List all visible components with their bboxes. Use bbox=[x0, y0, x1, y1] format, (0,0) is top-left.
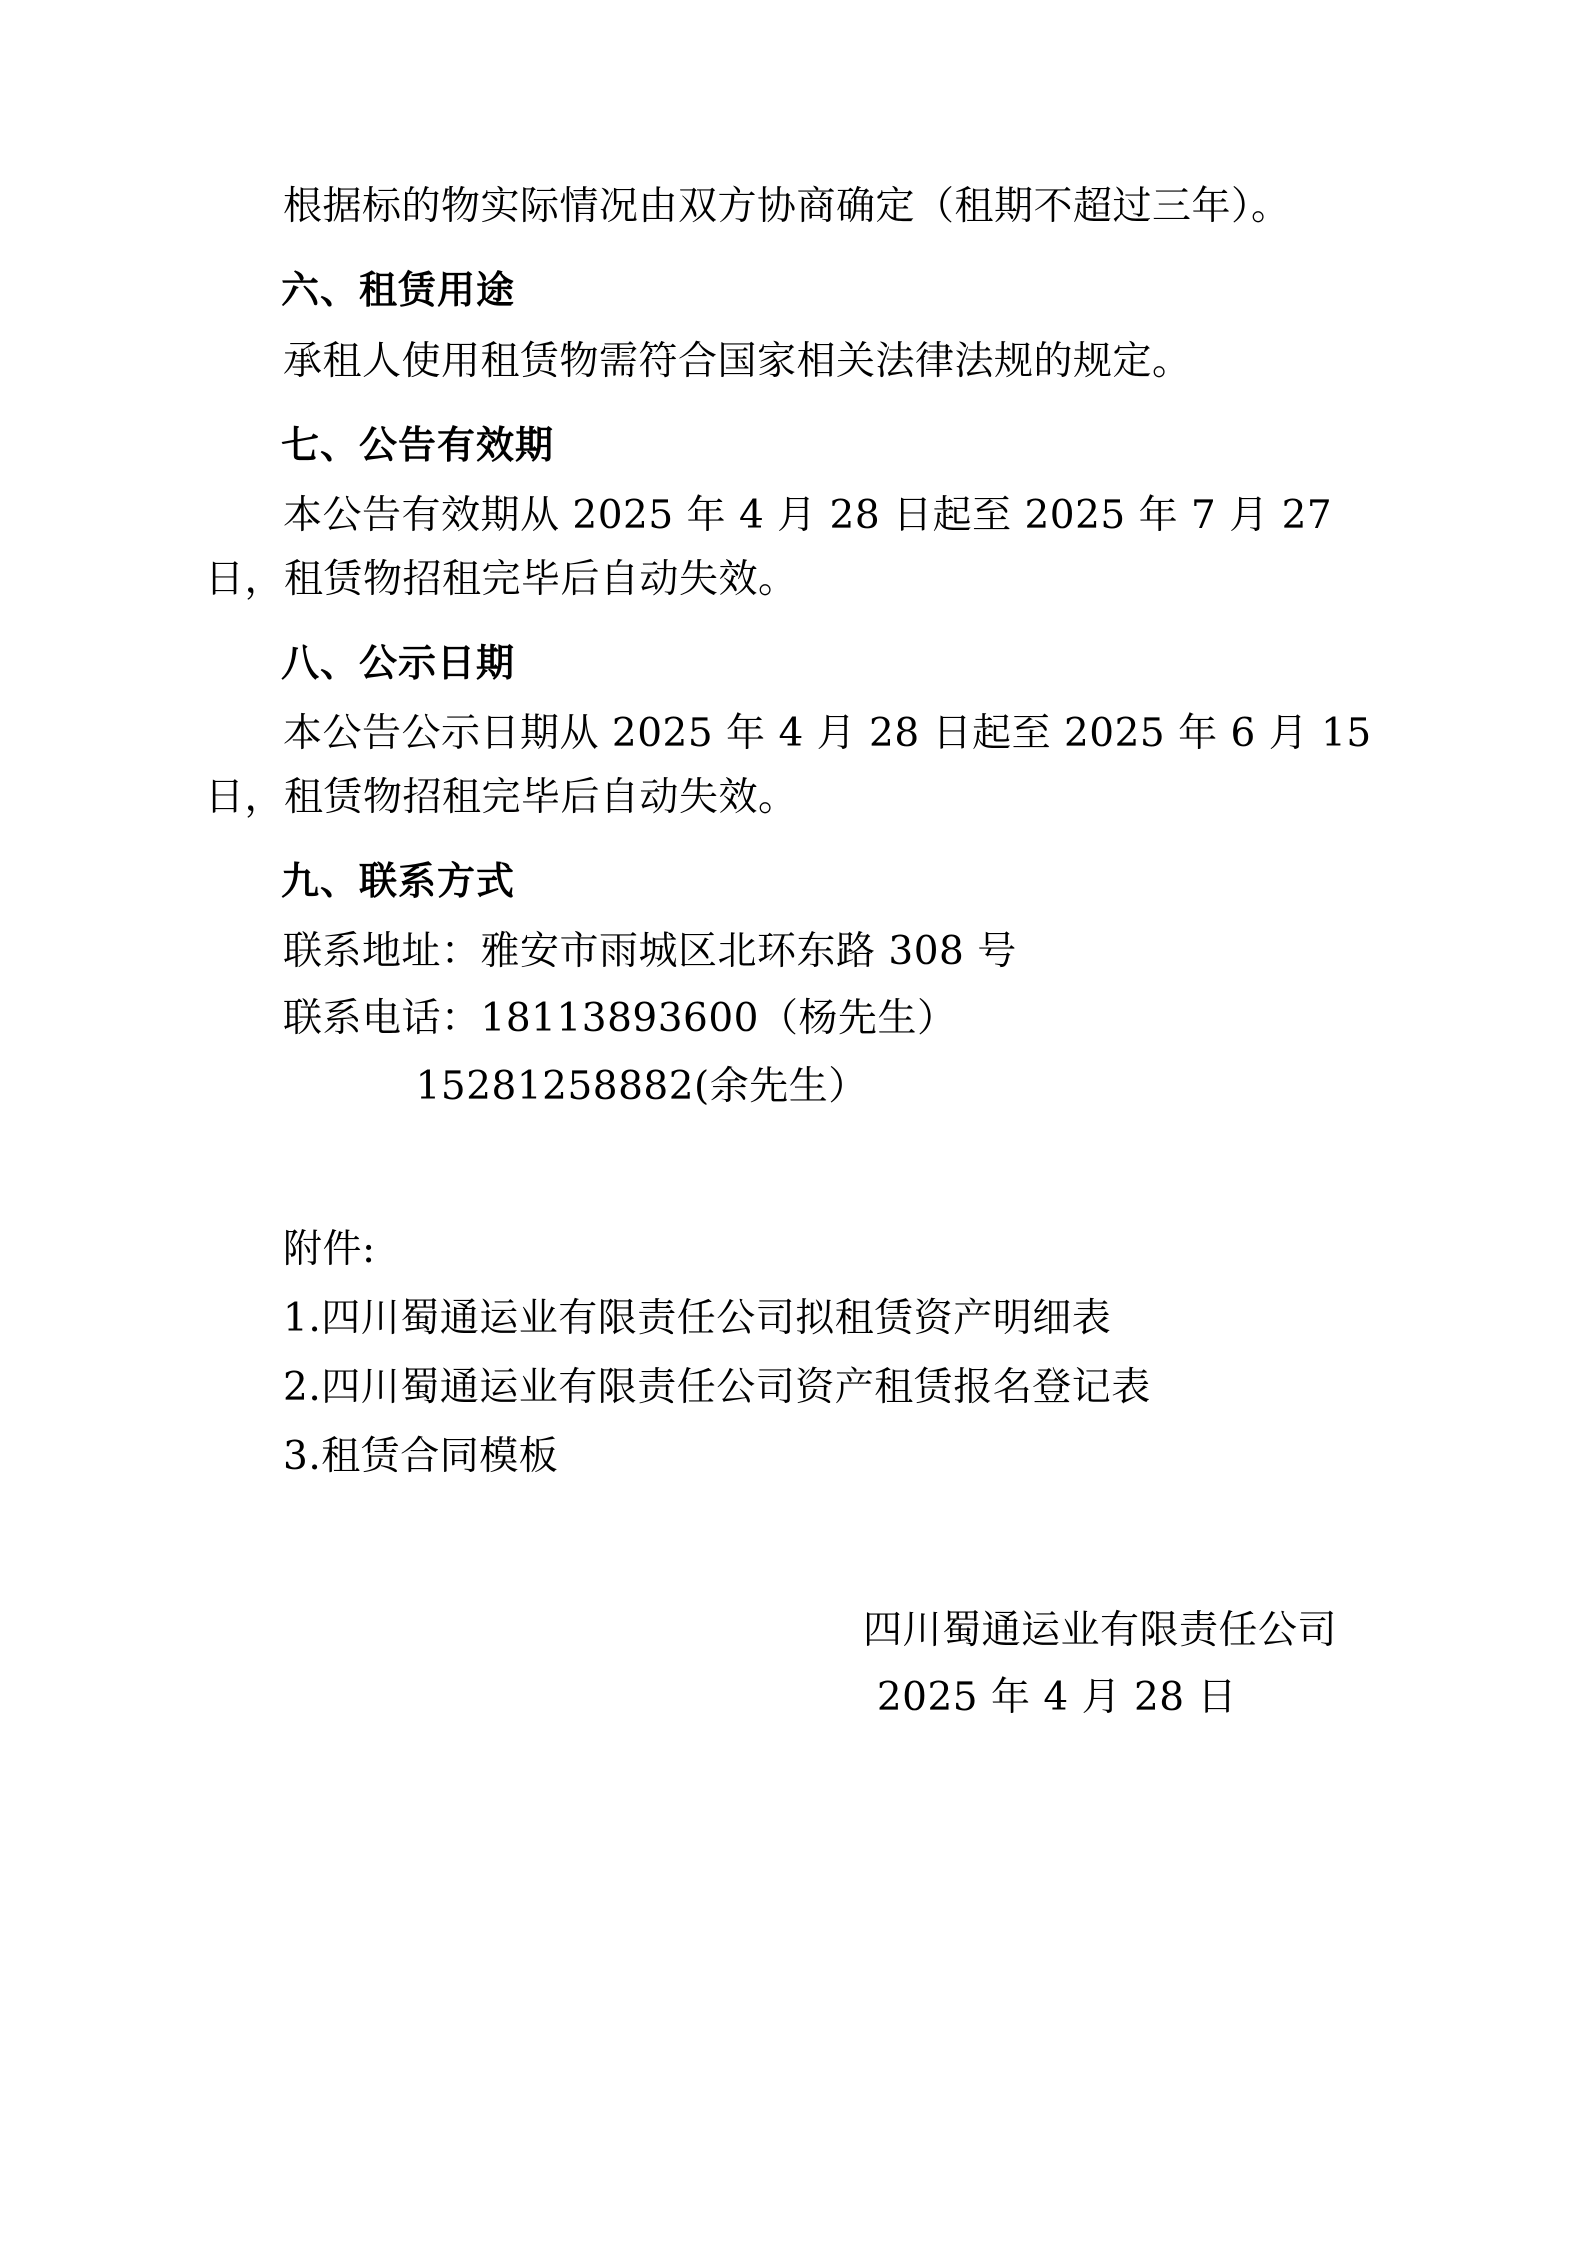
signature-block bbox=[205, 1598, 1382, 1731]
section-heading-publicity-date: 八、公示日期 bbox=[281, 640, 516, 685]
section-paragraph-lease-purpose: 承租人使用租赁物需符合国家相关法律法规的规定。 bbox=[283, 338, 1192, 384]
signature-date: 2025 年 4 月 28 日 bbox=[876, 1674, 1237, 1720]
contact-phone-primary: 联系电话：18113893600（杨先生） bbox=[283, 996, 957, 1042]
section-paragraph-publicity-date: 本公告公示日期从 2025 年 4 月 28 日起至 2025 年 6 月 15 日，租赁物招租完毕后自动失效。 bbox=[205, 711, 1372, 820]
section-heading-lease-purpose: 六、租赁用途 bbox=[281, 268, 516, 313]
attachment-item-2: 2.四川蜀通运业有限责任公司资产租赁报名登记表 bbox=[283, 1365, 1151, 1411]
continuation-paragraph: 根据标的物实际情况由双方协商确定（租期不超过三年）。 bbox=[283, 184, 1291, 229]
contact-address: 联系地址：雅安市雨城区北环东路 308 号 bbox=[283, 929, 1017, 975]
section-heading-contact: 九、联系方式 bbox=[281, 858, 516, 903]
section-paragraph-notice-validity: 本公告有效期从 2025 年 4 月 28 日起至 2025 年 7 月 27 日，租赁物招租完毕后自动失效。 bbox=[205, 493, 1333, 602]
document-body bbox=[205, 175, 1382, 1731]
attachments-title: 附件: bbox=[283, 1226, 376, 1272]
attachment-item-1: 1.四川蜀通运业有限责任公司拟租赁资产明细表 bbox=[283, 1295, 1112, 1341]
signature-company: 四川蜀通运业有限责任公司 bbox=[862, 1608, 1337, 1654]
spacer bbox=[205, 1122, 1382, 1218]
attachment-item-3: 3.租赁合同模板 bbox=[283, 1434, 559, 1480]
section-heading-notice-validity: 七、公告有效期 bbox=[281, 422, 555, 467]
contact-phone-secondary: 15281258882(余先生） bbox=[415, 1063, 868, 1109]
